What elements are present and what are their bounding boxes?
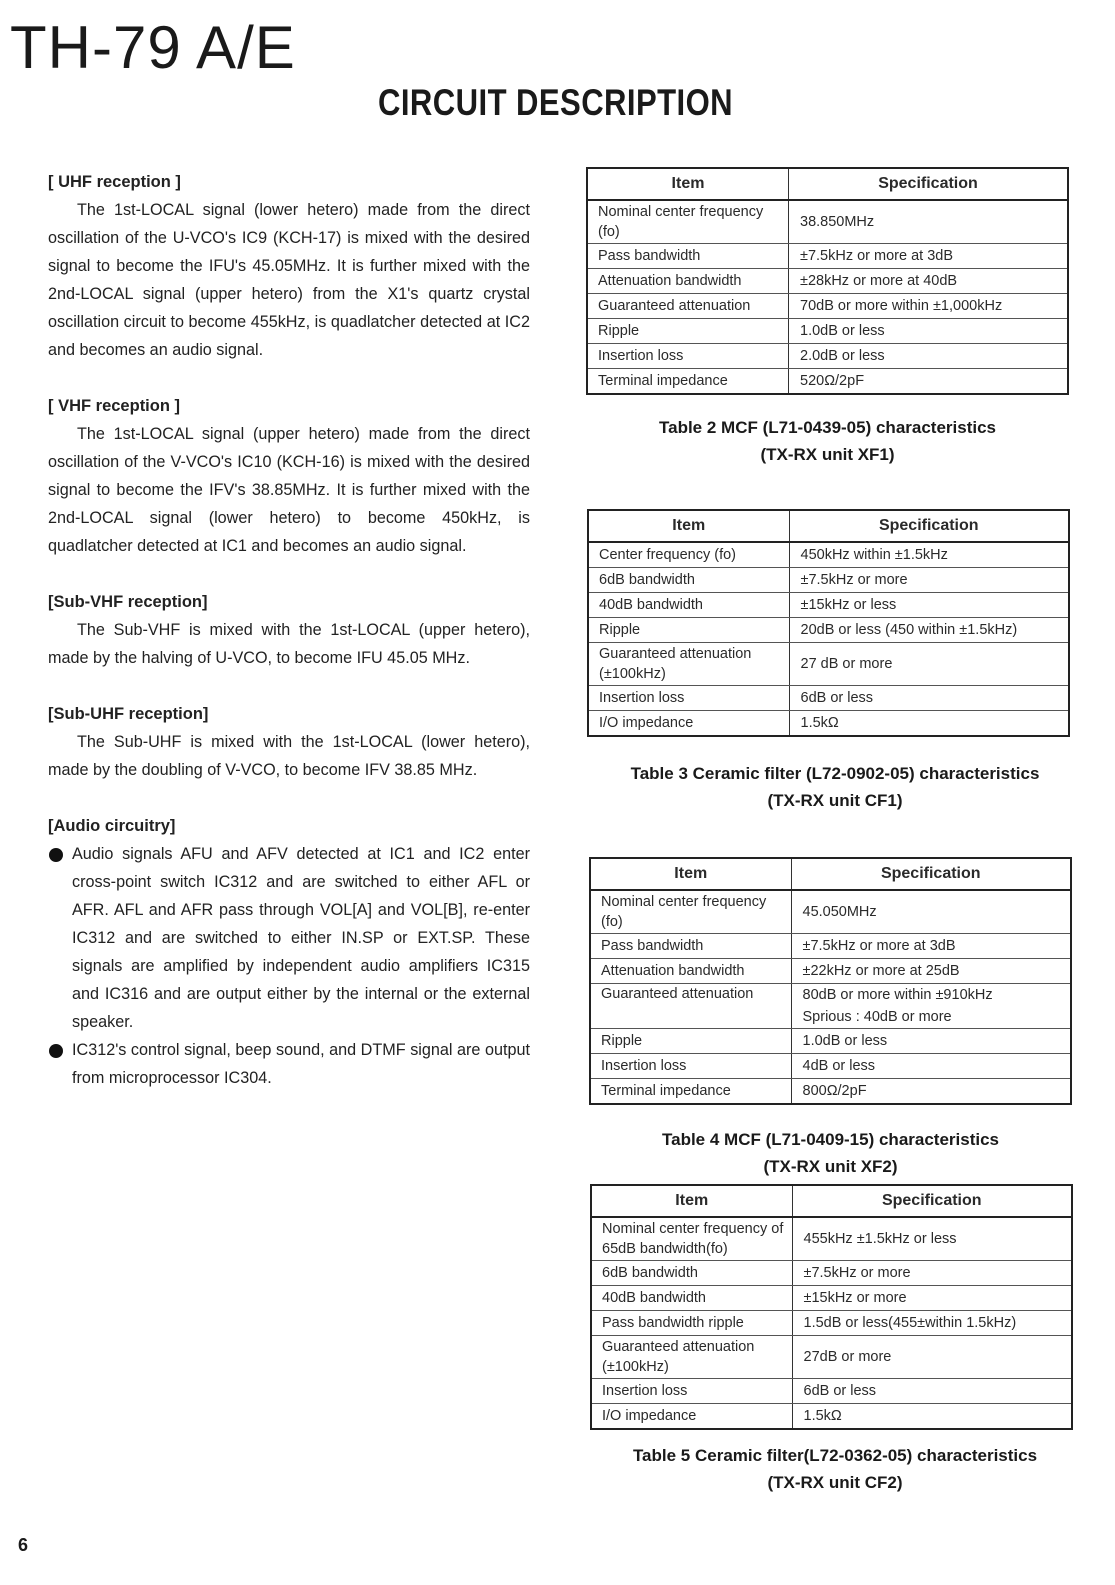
row-spec: 1.0dB or less [789, 319, 1069, 344]
row-spec-line-1: 80dB or more within ±910kHz [802, 987, 993, 1003]
table-header-row [587, 168, 1068, 200]
row-spec: ±15kHz or less [789, 593, 1069, 618]
table-row [588, 542, 1069, 568]
uhf-text: The 1st-LOCAL signal (lower hetero) made from the direct oscillation of the U-VCO's IC9 (KCH-17) is mixed with the desired signal to become the IFU's 45.05MHz. It is further mixed with the 2nd-LOCAL signal (upper hetero) from the X1's quartz crystal oscillation circuit to become 455kHz, is quadlatcher detected at IC2 and becomes an audio signal. [48, 201, 530, 359]
table-3-caption [580, 760, 1090, 814]
row-spec: ±7.5kHz or more [789, 568, 1069, 593]
row-spec: 20dB or less (450 within ±1.5kHz) [789, 618, 1069, 643]
subuhf-heading: [Sub-UHF reception] [48, 705, 209, 723]
table-row [587, 269, 1068, 294]
table-row [591, 1311, 1072, 1336]
row-spec: ±15kHz or more [792, 1286, 1072, 1311]
row-spec: 4dB or less [791, 1054, 1071, 1079]
row-spec: 2.0dB or less [789, 344, 1069, 369]
audio-bullet-text: Audio signals AFU and AFV detected at IC1 and IC2 enter cross-point switch IC312 and are switched to either AFL or AFR. AFL and AFR pass through VOL[A] and VOL[B], re-enter IC312 and are switched to either IN.SP or EXT.SP. These signals are amplified by independent audio amplifiers IC315 and IC316 and are output either by the internal or the external speaker. [72, 845, 530, 1031]
table-5-ceramic-cf2 [590, 1184, 1073, 1430]
table-5-caption [580, 1442, 1090, 1496]
table-header-row [588, 510, 1069, 542]
row-item: 6dB bandwidth [591, 1261, 792, 1286]
row-item: I/O impedance [591, 1404, 792, 1430]
row-item: 40dB bandwidth [588, 593, 789, 618]
row-spec: 70dB or more within ±1,000kHz [789, 294, 1069, 319]
row-spec: 520Ω/2pF [789, 369, 1069, 395]
table-row [587, 244, 1068, 269]
audio-bullet [48, 840, 530, 1036]
left-column [48, 168, 530, 1092]
header-item: Item [591, 1185, 792, 1217]
table-header-row [590, 858, 1071, 890]
row-item: Pass bandwidth ripple [591, 1311, 792, 1336]
row-spec: 1.5dB or less(455±within 1.5kHz) [792, 1311, 1072, 1336]
header-item: Item [588, 510, 789, 542]
table-row [588, 711, 1069, 737]
caption-line-2: (TX-RX unit CF2) [767, 1473, 903, 1492]
row-item: Guaranteed attenuation (±100kHz) [591, 1336, 792, 1379]
row-item: 40dB bandwidth [591, 1286, 792, 1311]
table-row [591, 1404, 1072, 1430]
row-item: Guaranteed attenuation [587, 294, 789, 319]
table-row [588, 593, 1069, 618]
row-spec-line-2: Sprious : 40dB or more [802, 1009, 952, 1025]
table-row [588, 686, 1069, 711]
row-spec: ±28kHz or more at 40dB [789, 269, 1069, 294]
page-title: CIRCUIT DESCRIPTION [378, 82, 734, 123]
audio-bullet-list [48, 840, 530, 1092]
vhf-text: The 1st-LOCAL signal (upper hetero) made from the direct oscillation of the V-VCO's IC10 (KCH-16) is mixed with the desired signal to become the IFV's 38.85MHz. It is further mixed with the 2nd-LOCAL signal (lower hetero) to become 450kHz, is quadlatcher detected at IC1 and becomes an audio signal. [48, 425, 530, 555]
row-spec: ±7.5kHz or more at 3dB [791, 934, 1071, 959]
row-item: Ripple [588, 618, 789, 643]
row-item: Nominal center frequency (fo) [587, 200, 789, 244]
model-name: TH-79 A/E [10, 14, 296, 81]
table-4-mcf-xf2 [589, 857, 1072, 1105]
row-item: Guaranteed attenuation [590, 984, 791, 1029]
header-spec: Specification [789, 168, 1069, 200]
header-spec: Specification [789, 510, 1069, 542]
subuhf-text: The Sub-UHF is mixed with the 1st-LOCAL (lower hetero), made by the doubling of V-VCO, to become IFV 38.85 MHz. [48, 733, 530, 779]
table-header-row [591, 1185, 1072, 1217]
caption-line-1: Table 5 Ceramic filter(L72-0362-05) characteristics [632, 1446, 1038, 1465]
table-row [587, 344, 1068, 369]
subvhf-heading: [Sub-VHF reception] [48, 593, 208, 611]
row-spec: 6dB or less [792, 1379, 1072, 1404]
audio-bullet [48, 1036, 530, 1092]
row-item: 6dB bandwidth [588, 568, 789, 593]
row-spec: 27 dB or more [789, 643, 1069, 686]
table-row [587, 294, 1068, 319]
row-spec: 1.5kΩ [789, 711, 1069, 737]
table-row [587, 200, 1068, 244]
subvhf-text: The Sub-VHF is mixed with the 1st-LOCAL (upper hetero), made by the halving of U-VCO, to become IFU 45.05 MHz. [48, 621, 530, 667]
header-item: Item [590, 858, 791, 890]
row-item: Pass bandwidth [590, 934, 791, 959]
table-2-mcf-xf1 [586, 167, 1069, 395]
caption-line-2: (TX-RX unit CF1) [767, 791, 903, 810]
row-spec: 6dB or less [789, 686, 1069, 711]
row-item: Guaranteed attenuation (±100kHz) [588, 643, 789, 686]
row-item: Insertion loss [588, 686, 789, 711]
row-item: Pass bandwidth [587, 244, 789, 269]
table-row [591, 1379, 1072, 1404]
row-spec: ±7.5kHz or more at 3dB [789, 244, 1069, 269]
row-spec [791, 984, 1071, 1029]
table-row [591, 1217, 1072, 1261]
page-number: 6 [18, 1535, 29, 1555]
table-row [588, 568, 1069, 593]
row-item: Attenuation bandwidth [587, 269, 789, 294]
table-4-caption [589, 1126, 1072, 1180]
row-spec: 450kHz within ±1.5kHz [789, 542, 1069, 568]
table-row [590, 934, 1071, 959]
row-item: Terminal impedance [587, 369, 789, 395]
row-item: Ripple [587, 319, 789, 344]
row-item: Ripple [590, 1029, 791, 1054]
table-row [587, 319, 1068, 344]
row-item: Insertion loss [590, 1054, 791, 1079]
caption-line-2: (TX-RX unit XF2) [763, 1157, 898, 1176]
audio-heading: [Audio circuitry] [48, 817, 176, 835]
table-row [591, 1261, 1072, 1286]
row-spec: 800Ω/2pF [791, 1079, 1071, 1105]
table-row [591, 1286, 1072, 1311]
row-item: Nominal center frequency of 65dB bandwidth(fo) [591, 1217, 792, 1261]
table-row [587, 369, 1068, 395]
caption-line-2: (TX-RX unit XF1) [760, 445, 895, 464]
table-row [590, 1054, 1071, 1079]
table-row [588, 618, 1069, 643]
table-row [590, 1079, 1071, 1105]
row-spec: ±7.5kHz or more [792, 1261, 1072, 1286]
bullet-dot-icon [49, 848, 63, 862]
table-2-caption [586, 414, 1069, 468]
header-item: Item [587, 168, 789, 200]
table-row [590, 1029, 1071, 1054]
row-spec: ±22kHz or more at 25dB [791, 959, 1071, 984]
caption-line-1: Table 3 Ceramic filter (L72-0902-05) characteristics [630, 764, 1040, 783]
vhf-heading: [ VHF reception ] [48, 397, 181, 415]
caption-line-1: Table 2 MCF (L71-0439-05) characteristics [659, 418, 996, 437]
table-row [590, 984, 1071, 1029]
row-spec: 1.5kΩ [792, 1404, 1072, 1430]
row-spec: 38.850MHz [789, 200, 1069, 244]
header-spec: Specification [792, 1185, 1072, 1217]
caption-line-1: Table 4 MCF (L71-0409-15) characteristics [662, 1130, 999, 1149]
row-item: Nominal center frequency (fo) [590, 890, 791, 934]
row-item: Terminal impedance [590, 1079, 791, 1105]
uhf-heading: [ UHF reception ] [48, 173, 181, 191]
row-spec: 455kHz ±1.5kHz or less [792, 1217, 1072, 1261]
row-spec: 45.050MHz [791, 890, 1071, 934]
row-item: Insertion loss [591, 1379, 792, 1404]
row-item: Center frequency (fo) [588, 542, 789, 568]
table-3-ceramic-cf1 [587, 509, 1070, 737]
table-row [588, 643, 1069, 686]
row-item: Insertion loss [587, 344, 789, 369]
row-spec: 1.0dB or less [791, 1029, 1071, 1054]
audio-bullet-text: IC312's control signal, beep sound, and DTMF signal are output from microprocessor IC304. [72, 1041, 530, 1087]
row-item: I/O impedance [588, 711, 789, 737]
row-item: Attenuation bandwidth [590, 959, 791, 984]
table-row [590, 959, 1071, 984]
bullet-dot-icon [49, 1044, 63, 1058]
row-spec: 27dB or more [792, 1336, 1072, 1379]
table-row [591, 1336, 1072, 1379]
table-row [590, 890, 1071, 934]
header-spec: Specification [791, 858, 1071, 890]
